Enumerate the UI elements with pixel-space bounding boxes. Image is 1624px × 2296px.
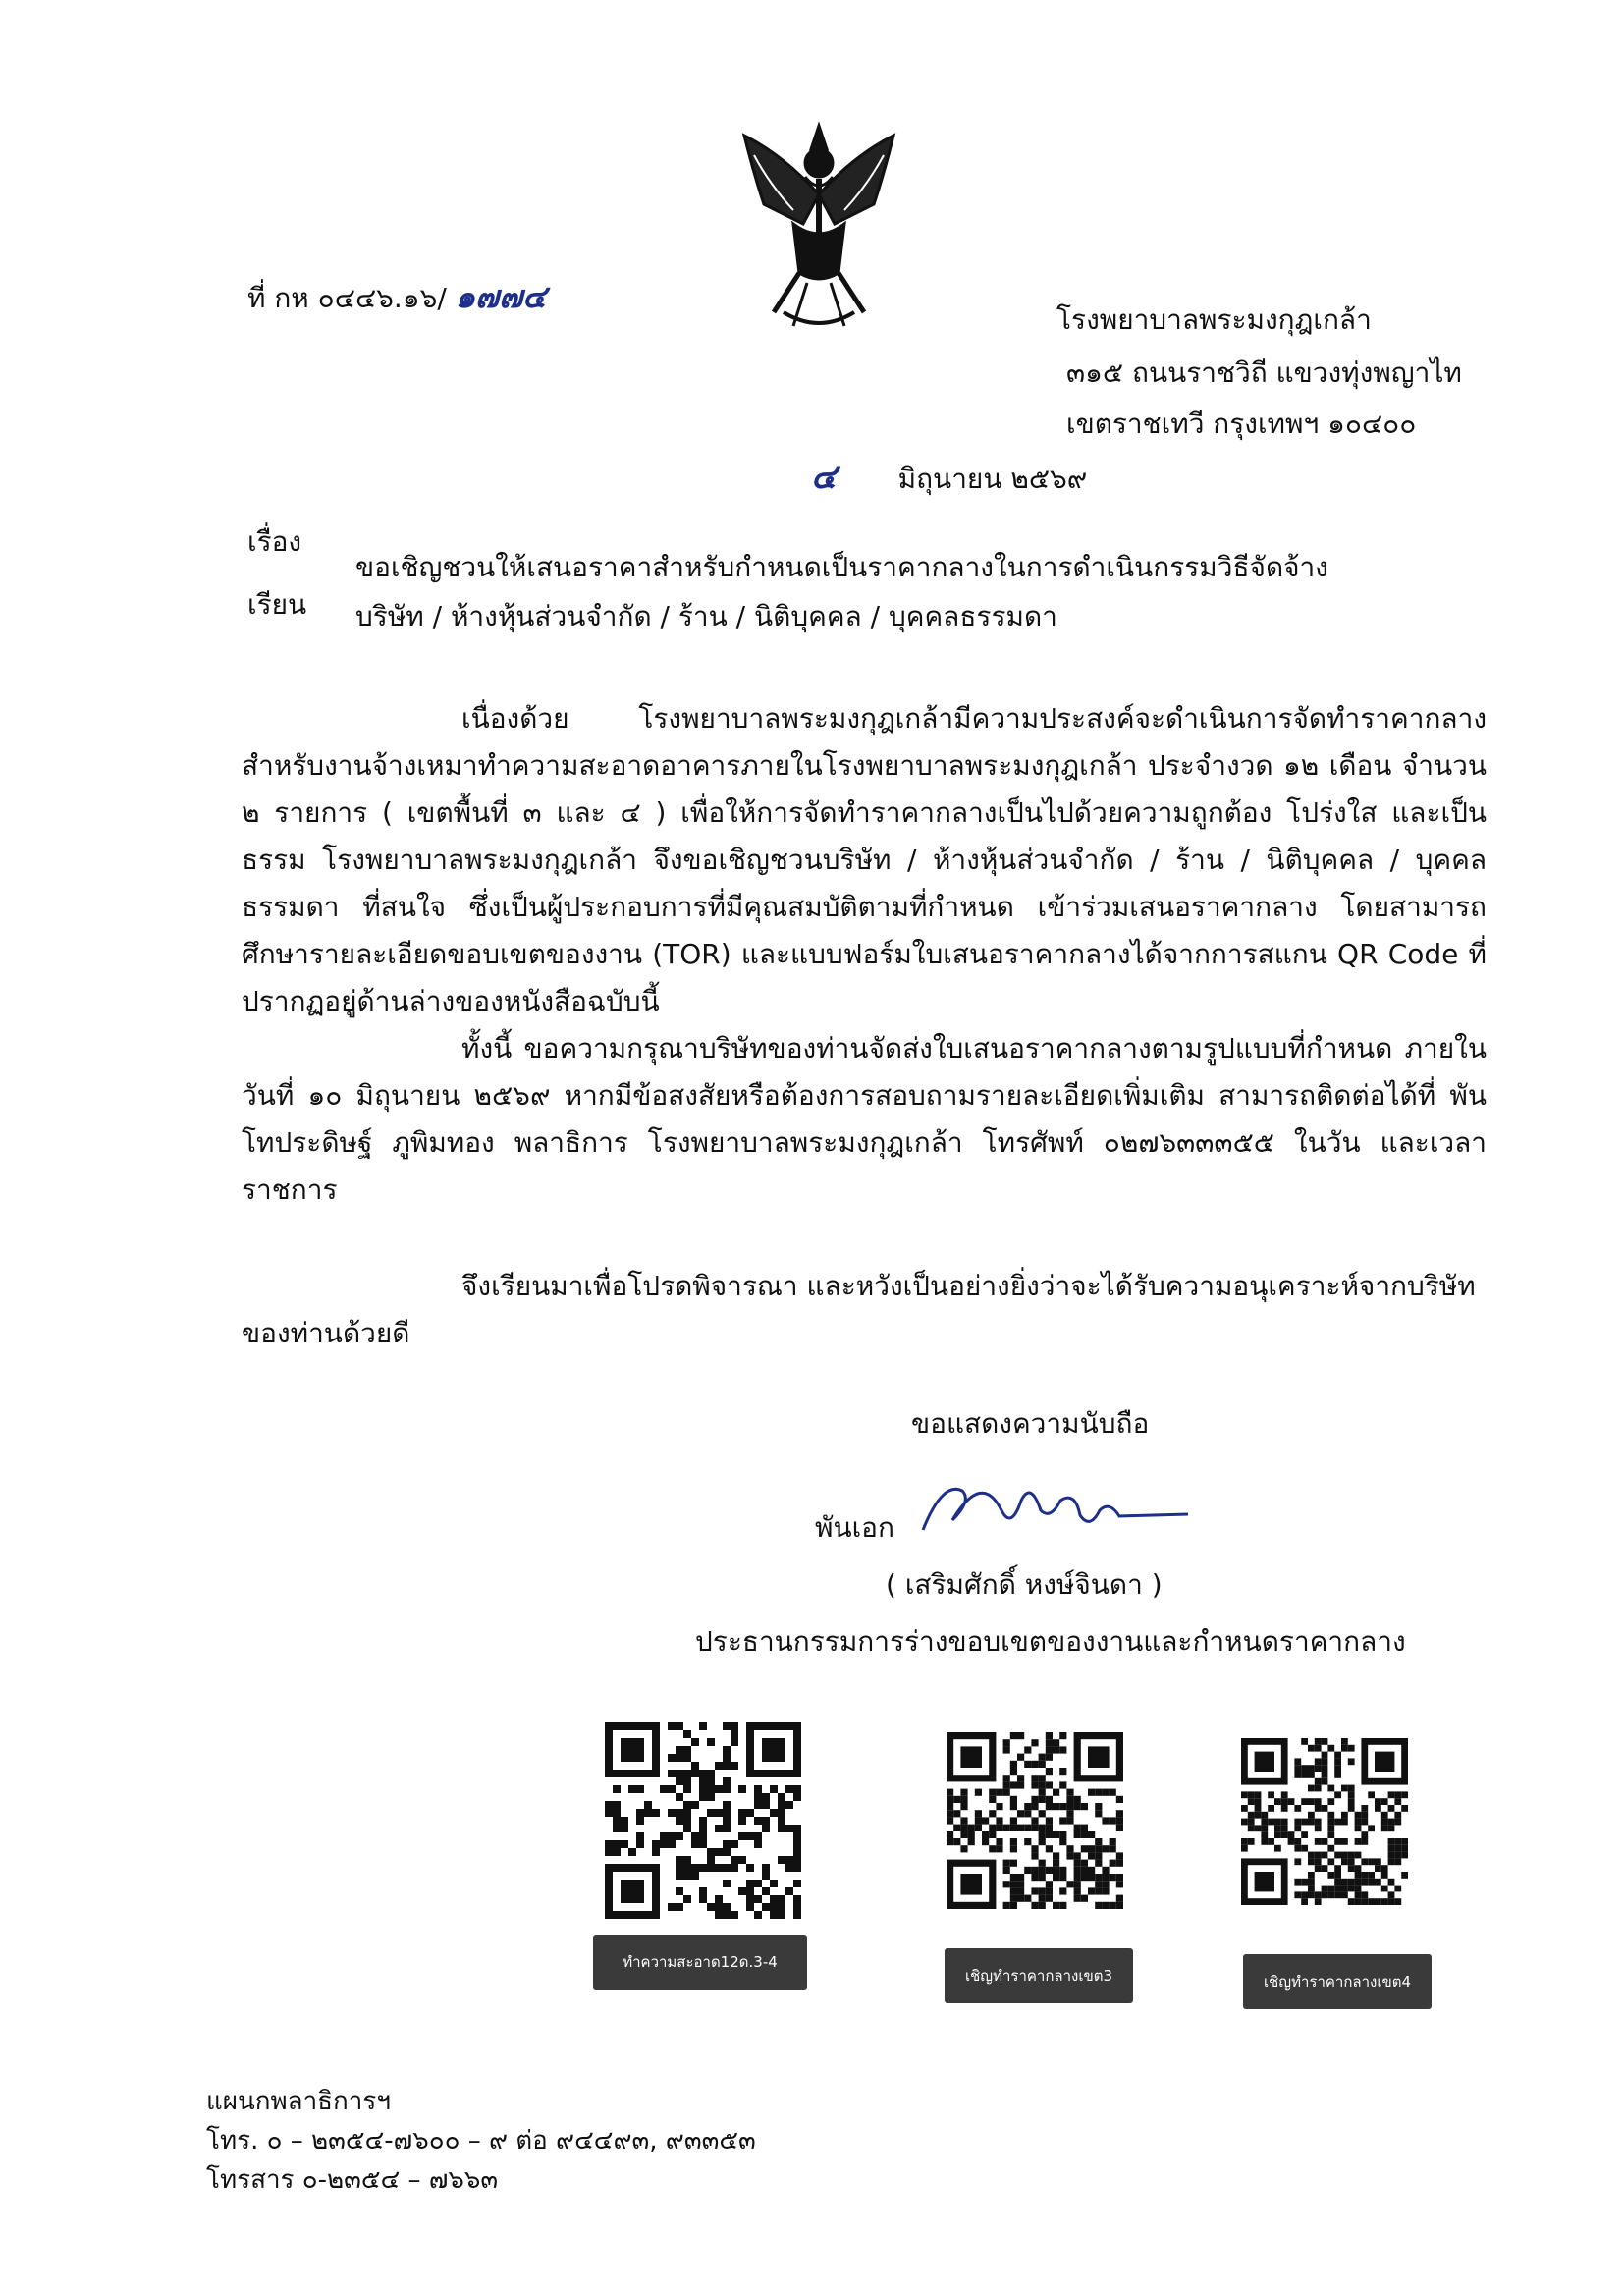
qr-code-icon — [947, 1732, 1123, 1909]
reference-number-handwritten: ๑๗๗๔ — [455, 278, 547, 315]
sender-line-3: เขตราชเทวี กรุงเทพฯ ๑๐๔๐๐ — [1066, 408, 1417, 440]
signer-position: ประธานกรรมการร่างขอบเขตของงานและกำหนดราคากลาง — [695, 1625, 1406, 1658]
footer-fax: โทรสาร ๐-๒๓๕๔ – ๗๖๖๓ — [206, 2165, 499, 2195]
to-label: เรียน — [247, 588, 307, 621]
date-day-handwritten: ๔ — [811, 458, 837, 497]
sender-line-1: โรงพยาบาลพระมงกุฎเกล้า — [1056, 303, 1372, 336]
qr-label-3: เชิญทำราคากลางเขต4 — [1243, 1954, 1432, 2009]
footer-contact — [206, 2082, 756, 2200]
footer-department: แผนกพลาธิการฯ — [206, 2087, 391, 2116]
closing-paragraph: จึงเรียนมาเพื่อโปรดพิจารณา และหวังเป็นอย่างยิ่งว่าจะได้รับความอนุเคราะห์จากบริษัท ของท่านด้วยดี — [242, 1270, 1476, 1349]
garuda-emblem-icon — [725, 116, 913, 334]
closing-block — [242, 1263, 1487, 1357]
qr-label-2: เชิญทำราคากลางเขต3 — [945, 1948, 1133, 2003]
qr-code-2[interactable] — [947, 1732, 1123, 1909]
qr-code-icon — [605, 1722, 801, 1919]
footer-phone: โทร. ๐ – ๒๓๕๔-๗๖๐๐ – ๙ ต่อ ๙๔๔๙๓, ๙๓๓๕๓ — [206, 2126, 756, 2156]
qr-label-1: ทำความสะอาด12ด.3-4 — [593, 1935, 807, 1990]
letter-date — [811, 458, 1087, 499]
to-text: บริษัท / ห้างหุ้นส่วนจำกัด / ร้าน / นิติบุคคล / บุคคลธรรมดา — [355, 600, 1057, 632]
sender-line-2: ๓๑๕ ถนนราชวิถี แขวงทุ่งพญาไท — [1066, 356, 1462, 389]
signer-rank: พันเอก — [815, 1511, 894, 1544]
paragraph-1: เนื่องด้วย โรงพยาบาลพระมงกุฎเกล้ามีความประสงค์จะดำเนินการจัดทำราคากลาง สำหรับงานจ้างเหมาทำความสะอาดอาคารภายในโรงพยาบาลพระมงกุฎเกล้า ประจำงวด ๑๒ เดือน จำนวน ๒ รายการ ( เขตพื้นที่ ๓ และ ๔ ) เพื่อให้การจัดทำราคากลางเป็นไปด้วยความถูกต้อง โปร่งใส และเป็นธรรม โรงพยาบาลพระมงกุฎเกล้า จึงขอเชิญชวนบริษัท / ห้างหุ้นส่วนจำกัด / ร้าน / นิติบุคคล / บุคคลธรรมดา ที่สนใจ ซึ่งเป็นผู้ประกอบการที่มีคุณสมบัติตามที่กำหนด เข้าร่วมเสนอราคากลาง โดยสามารถศึกษารายละเอียดขอบเขตของงาน (TOR) และแบบฟอร์มใบเสนอราคากลางได้จากการสแกน QR Code ที่ปรากฏอยู่ด้านล่างของหนังสือฉบับนี้ — [242, 702, 1487, 1017]
date-month-year: มิถุนายน ๒๕๖๙ — [897, 463, 1088, 495]
signer-name: ( เสริมศักดิ์ หงษ์จินดา ) — [886, 1568, 1163, 1601]
signature-image — [913, 1461, 1198, 1550]
qr-code-3[interactable] — [1241, 1738, 1408, 1905]
subject-text: ขอเชิญชวนให้เสนอราคาสำหรับกำหนดเป็นราคากลางในการดำเนินกรรมวิธีจัดจ้าง — [355, 551, 1328, 583]
reference-line — [247, 277, 546, 318]
qr-code-icon — [1241, 1738, 1408, 1905]
letter-body — [242, 695, 1487, 1214]
qr-code-1[interactable] — [605, 1722, 801, 1919]
paragraph-2: ทั้งนี้ ขอความกรุณาบริษัทของท่านจัดส่งใบเสนอราคากลางตามรูปแบบที่กำหนด ภายในวันที่ ๑๐ มิถุนายน ๒๕๖๙ หากมีข้อสงสัยหรือต้องการสอบถามรายละเอียดเพิ่มเติม สามารถติดต่อได้ที่ พันโทประดิษฐ์ ภูพิมทอง พลาธิการ โรงพยาบาลพระมงกุฎเกล้า โทรศัพท์ ๐๒๗๖๓๓๓๕๕ ในวัน และเวลาราชการ — [242, 1032, 1487, 1206]
subject-label: เรื่อง — [247, 525, 302, 558]
reference-prefix: ที่ กห ๐๔๔๖.๑๖/ — [247, 282, 447, 314]
salutation: ขอแสดงความนับถือ — [911, 1407, 1150, 1440]
